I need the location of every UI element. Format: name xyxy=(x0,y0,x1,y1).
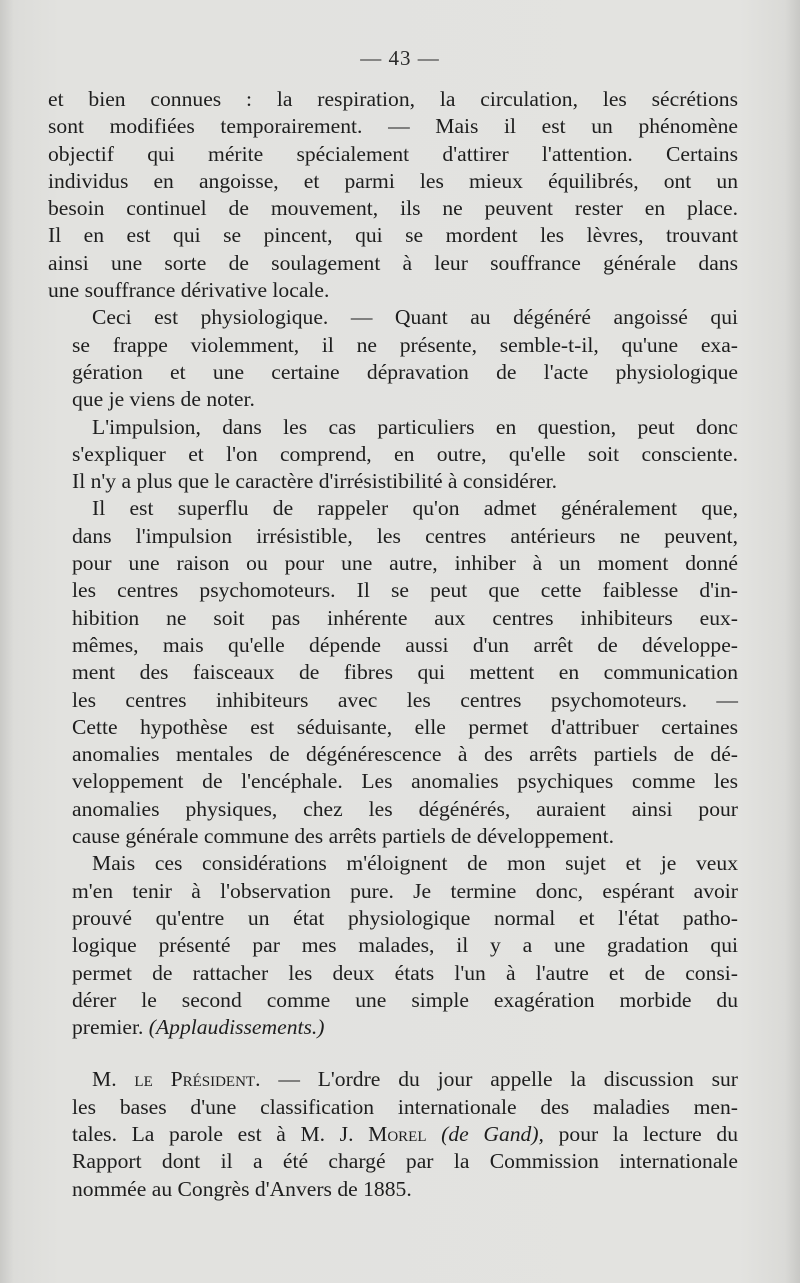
text-line: individus en angoisse, et parmi les mieux équilibrés, ont un xyxy=(48,168,738,193)
text-line: Rapport dont il a été chargé par la Commission internationale xyxy=(72,1149,738,1174)
text-line: ainsi une sorte de soulagement à leur souffrance générale dans xyxy=(48,250,738,275)
text-line: Ceci est physiologique. — Quant au dégénéré angoissé qui xyxy=(92,305,738,330)
text-line: prouvé qu'entre un état physiologique normal et l'état patho- xyxy=(72,905,738,930)
text-line: s'expliquer et l'on comprend, en outre, qu'elle soit consciente. xyxy=(72,441,738,466)
text-line: sont modifiées temporairement. — Mais il est un phénomène xyxy=(48,114,738,139)
text-line xyxy=(48,1121,738,1148)
text-line: dérer le second comme une simple exagération morbide du xyxy=(72,987,738,1012)
place-name: (de Gand), xyxy=(441,1121,544,1146)
paragraph-1 xyxy=(48,86,738,304)
text-line: Il est superflu de rappeler qu'on admet généralement que, xyxy=(92,496,738,521)
text-line: dans l'impulsion irrésistible, les centres antérieurs ne peuvent, xyxy=(72,523,738,548)
text-segment: pour la lecture du xyxy=(558,1121,739,1146)
text-line: les bases d'une classification internationale des maladies men- xyxy=(72,1094,738,1119)
text-line: mêmes, mais qu'elle dépende aussi d'un arrêt de développe- xyxy=(72,632,738,657)
text-line: L'impulsion, dans les cas particuliers en question, peut donc xyxy=(92,414,738,439)
text-line: les centres inhibiteurs avec les centres psychomoteurs. — xyxy=(72,687,738,712)
text-line: hibition ne soit pas inhérente aux centres inhibiteurs eux- xyxy=(72,605,738,630)
text-segment: — L'ordre du jour appelle la discussion sur xyxy=(278,1067,739,1092)
paragraph-3 xyxy=(48,414,738,496)
page-number: — 43 — xyxy=(360,46,440,70)
text-line: Il en est qui se pincent, qui se mordent les lèvres, trouvant xyxy=(48,223,738,248)
text-line: gération et une certaine dépravation de l'acte physiologique xyxy=(72,359,738,384)
paragraph-4 xyxy=(48,495,738,850)
text-segment: tales. La parole est à M. J. xyxy=(72,1121,354,1146)
text-line: pour une raison ou pour une autre, inhiber à un moment donné xyxy=(72,551,738,576)
text-line: nommée au Congrès d'Anvers de 1885. xyxy=(72,1176,412,1201)
body-text xyxy=(48,86,738,1203)
text-line: veloppement de l'encéphale. Les anomalies psychiques comme les xyxy=(72,769,738,794)
person-name: Morel xyxy=(368,1121,427,1146)
text-line: Cette hypothèse est séduisante, elle permet d'attribuer certaines xyxy=(72,714,738,739)
applause-note: (Applaudissements.) xyxy=(148,1015,325,1040)
section-gap xyxy=(48,1041,738,1066)
closing-text: premier. xyxy=(72,1015,144,1040)
text-line: besoin continuel de mouvement, ils ne peuvent rester en place. xyxy=(48,196,738,221)
text-line: objectif qui mérite spécialement d'attirer l'attention. Certains xyxy=(48,141,738,166)
text-line: anomalies mentales de dégénérescence à des arrêts partiels de dé- xyxy=(72,742,738,767)
text-line: et bien connues : la respiration, la circulation, les sécrétions xyxy=(48,87,738,111)
text-line xyxy=(48,1014,738,1041)
text-line xyxy=(48,1066,738,1093)
text-line: Il n'y a plus que le caractère d'irrésistibilité à considérer. xyxy=(72,469,558,494)
text-line: ment des faisceaux de fibres qui mettent en communication xyxy=(72,660,738,685)
paragraph-2 xyxy=(48,304,738,413)
paragraph-5 xyxy=(48,850,738,1041)
text-line: permet de rattacher les deux états l'un à l'autre et de consi- xyxy=(72,960,738,985)
text-line: les centres psychomoteurs. Il se peut que cette faiblesse d'in- xyxy=(72,578,738,603)
text-line: se frappe violemment, il ne présente, semble-t-il, qu'une exa- xyxy=(72,332,738,357)
text-line: une souffrance dérivative locale. xyxy=(48,278,330,303)
text-line: m'en tenir à l'observation pure. Je termine donc, espérant avoir xyxy=(72,878,738,903)
text-line: Mais ces considérations m'éloignent de mon sujet et je veux xyxy=(92,851,738,876)
president-paragraph xyxy=(48,1066,738,1202)
text-line: logique présenté par mes malades, il y a une gradation qui xyxy=(72,933,738,958)
text-line: que je viens de noter. xyxy=(72,387,255,412)
text-line: cause générale commune des arrêts partiels de développement. xyxy=(72,824,615,849)
text-line: anomalies physiques, chez les dégénérés, auraient ainsi pour xyxy=(72,796,738,821)
speaker-name: M. le Président. xyxy=(92,1067,261,1092)
